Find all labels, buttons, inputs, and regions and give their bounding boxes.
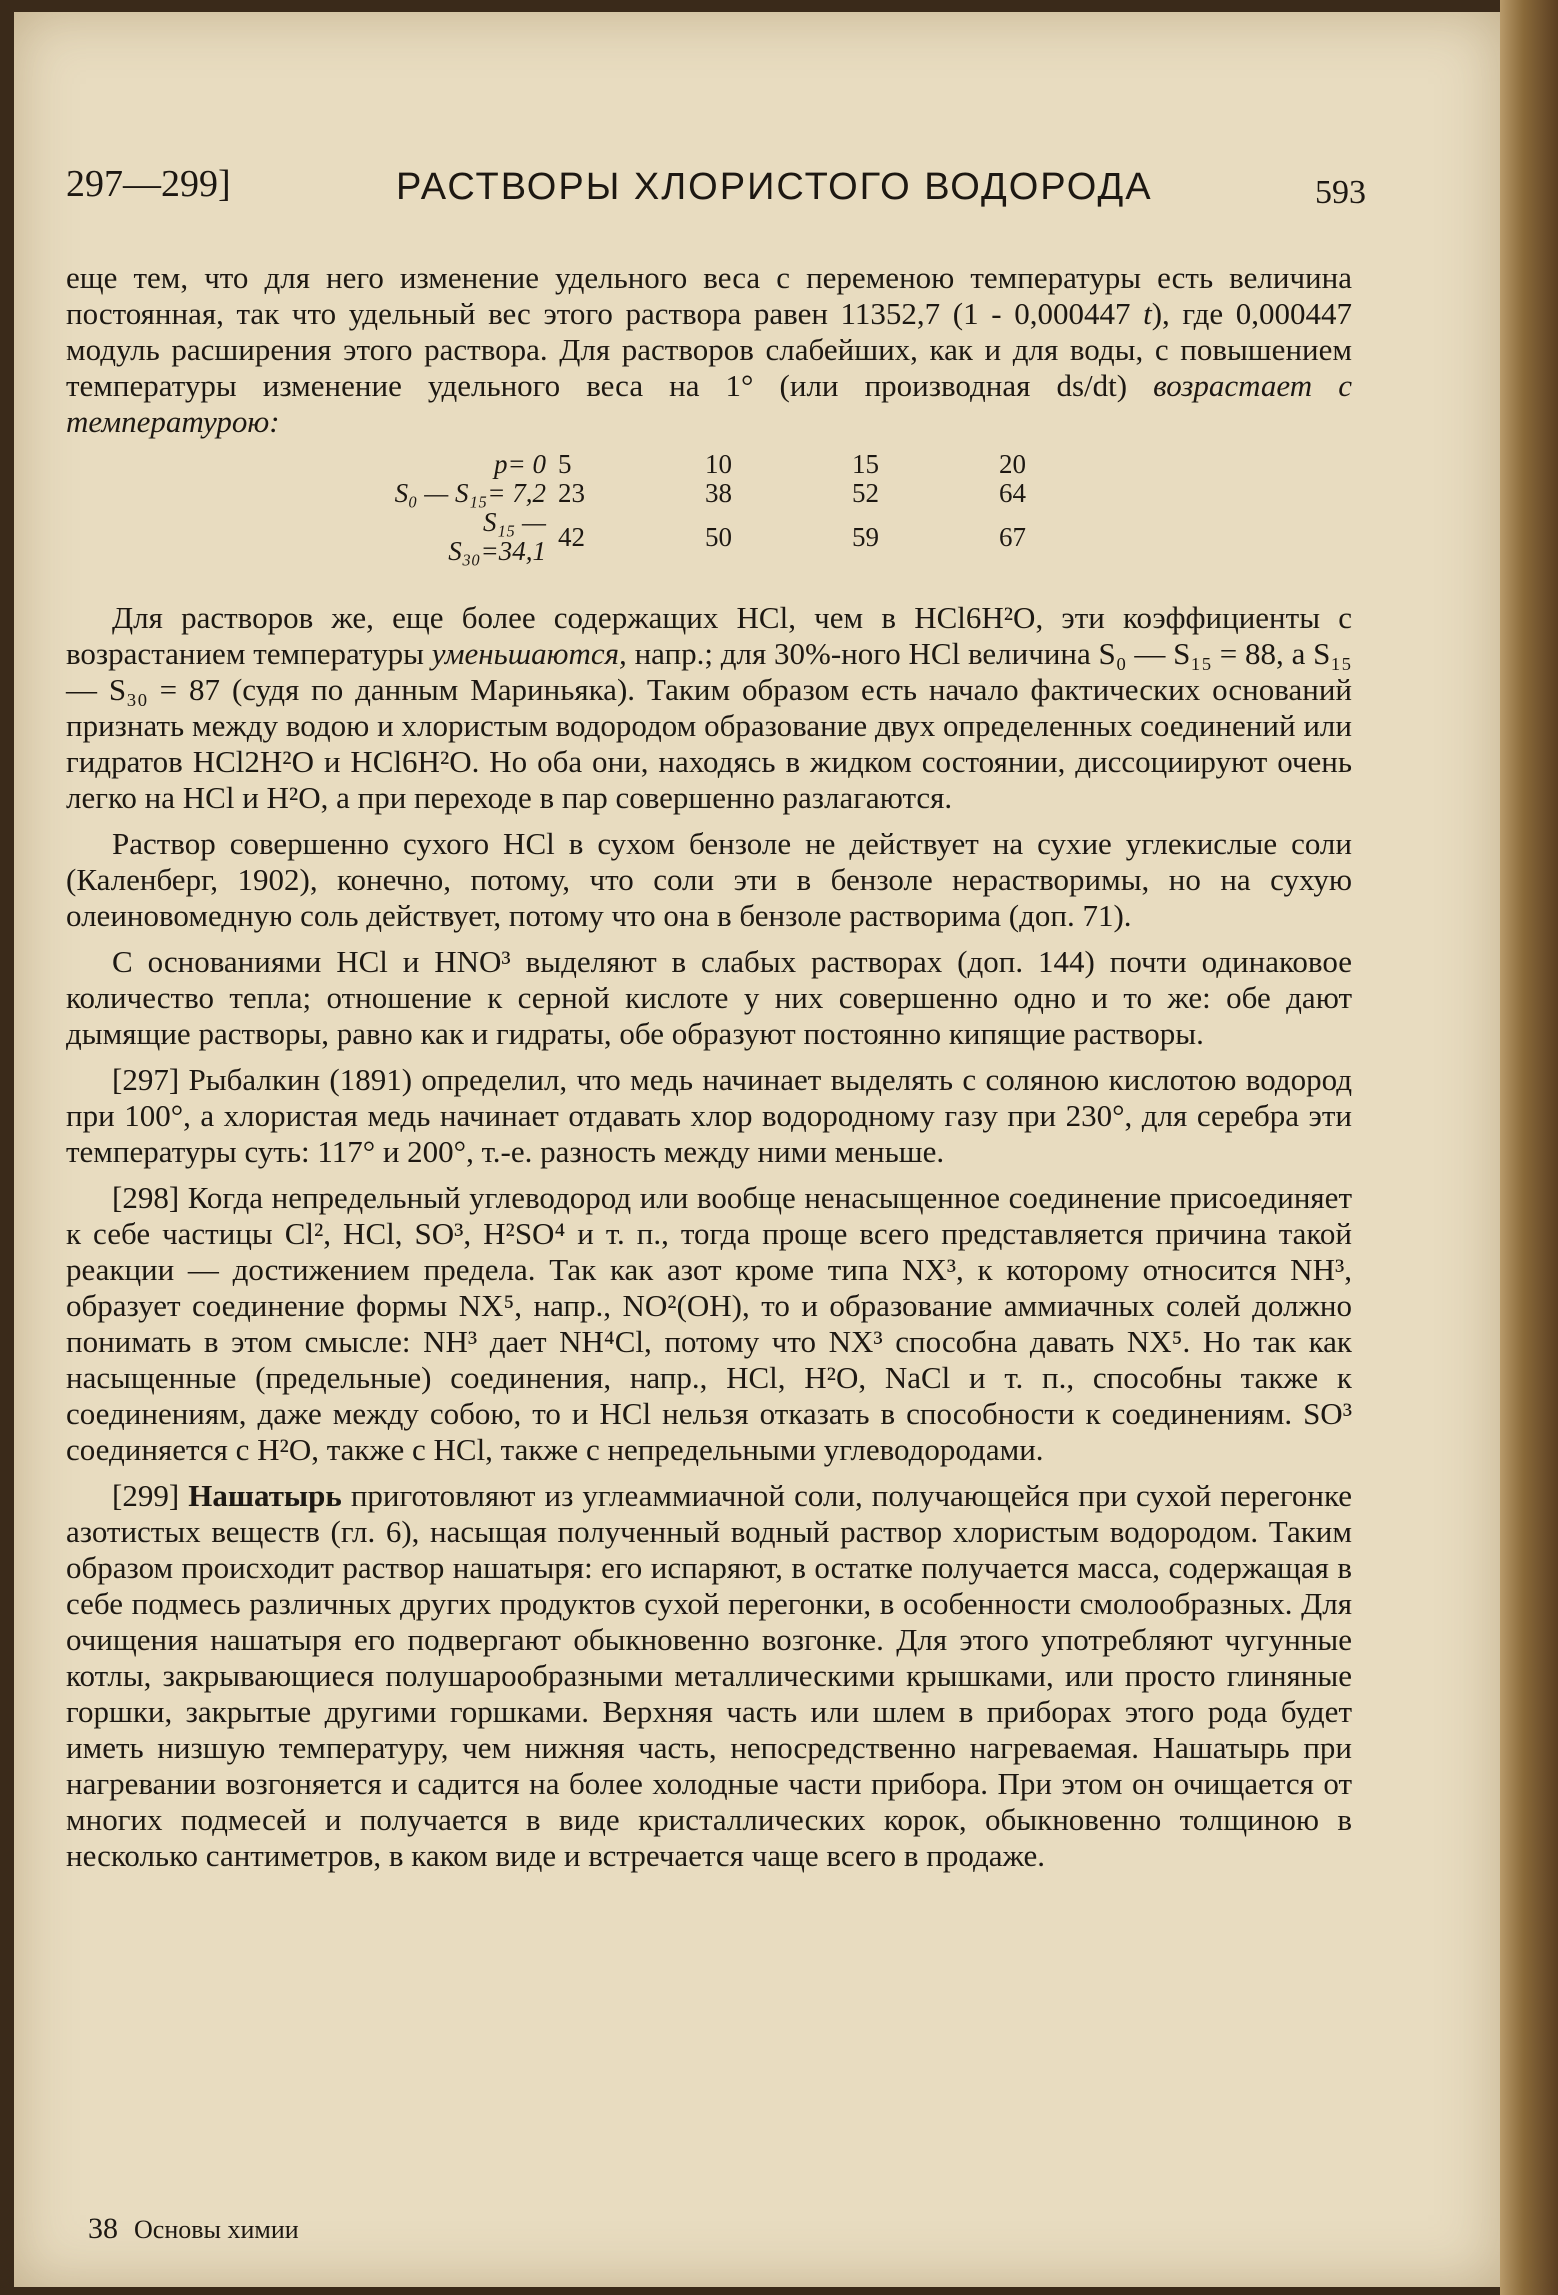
note-299-number: [299]	[112, 1478, 189, 1513]
intro-text-1: еще тем, что для него изменение удельного веса с переменою температуры есть величина постоянная, так что удельный вес этого раствора равен 11352,7 (1 - 0,000447	[66, 260, 1352, 331]
note-299	[66, 1478, 1352, 1874]
page-title: РАСТВОРЫ ХЛОРИСТОГО ВОДОРОДА	[396, 166, 1153, 208]
p1-text-b: напр.; для 30%-ного HCl величина S₀ — S₁₅ = 88, а S₁₅ — S₃₀ = 87 (судя по данным Мариньяка). Таким образом есть начало фактических оснований признать между водою и хлористым водородом образование двух определенных соединений или гидратов HCl2H²O и HCl6H²O. Но оба они, находясь в жидком состоянии, диссоциируют очень легко на HCl и H²O, а при переходе в пар совершенно разлагаются.	[66, 636, 1352, 815]
table-cell: 10	[705, 449, 732, 479]
book-title: Основы химии	[134, 2215, 299, 2244]
note-299-term: Нашатырь	[188, 1478, 342, 1513]
table-cell: 42	[558, 521, 585, 552]
table-cell: 59	[852, 521, 879, 552]
paragraph-3: С основаниями HCl и HNO³ выделяют в слабых растворах (доп. 144) почти одинаковое количество тепла; отношение к серной кислоте у них совершенно одно и то же: обе дают дымящие растворы, равно как и гидраты, обе образуют постоянно кипящие растворы.	[66, 944, 1352, 1051]
table-cell: 38	[705, 478, 732, 508]
intro-text-2: ), где 0,000447 модуль расширения этого раствора. Для растворов слабейших, как и для воды, с повышением температуры изменение удельного веса на 1° (или производная ds/dt)	[66, 296, 1352, 403]
data-table	[386, 450, 1134, 566]
page-number: 593	[1315, 174, 1366, 211]
note-298: [298] Когда непредельный углеводород или вообще ненасыщенное соединение присоединяет к себе частицы Cl², HCl, SO³, H²SO⁴ и т. п., тогда проще всего представляется причина такой реакции — достижением предела. Так как азот кроме типа NX³, к которому относится NH³, образует соединение формы NX⁵, напр., NO²(OH), то и образование аммиачных солей должно понимать в этом смысле: NH³ дает NH⁴Cl, потому что NX³ способна давать NX⁵. Но так как насыщенные (предельные) соединения, напр., HCl, H²O, NaCl и т. п., способны также к соединениям, даже между собою, то и HCl нельзя отказать в способности к соединениям. SO³ соединяется с H²O, также с HCl, также с непредельными углеводородами.	[66, 1180, 1352, 1467]
book-spine	[1500, 0, 1558, 2295]
table-row	[386, 450, 1134, 479]
table-cell: 64	[999, 478, 1026, 508]
table-cell: 20	[999, 449, 1026, 479]
book-page	[14, 12, 1500, 2287]
intro-var-t: t	[1143, 296, 1152, 331]
paragraph-1	[66, 600, 1352, 816]
note-297: [297] Рыбалкин (1891) определил, что медь начинает выделять с соляною кислотою водород при 100°, а хлористая медь начинает отдавать хлор водородному газу при 230°, для серебра эти температуры суть: 117° и 200°, т.-е. разность между ними меньше.	[66, 1062, 1352, 1169]
intro-emphasis: возрастает с температурою:	[66, 368, 1352, 439]
table-cell: 15	[852, 449, 879, 479]
table-row	[386, 508, 1134, 566]
table-cell: 5	[558, 449, 572, 479]
paragraph-2: Раствор совершенно сухого HCl в сухом бензоле не действует на сухие углекислые соли (Каленберг, 1902), конечно, потому, что соли эти в бензоле нерастворимы, но на сухую олеиновомедную соль действует, потому что она в бензоле растворима (доп. 71).	[66, 826, 1352, 933]
p1-emphasis: уменьшаются,	[431, 636, 627, 671]
page-footer	[88, 2212, 299, 2246]
sheet-number: 38	[88, 2212, 118, 2245]
note-299-text: приготовляют из углеаммиачной соли, получающейся при сухой перегонке азотистых веществ (гл. 6), насыщая полученный водный раствор хлористым водородом. Таким образом происходит раствор нашатыря: его испаряют, в остатке получается масса, содержащая в себе подмесь различных других продуктов сухой перегонки, в особенности смолообразных. Для очищения нашатыря его подвергают обыкновенно возгонке. Для этого употребляют чугунные котлы, закрывающиеся полушарообразными металлическими крышками, или просто глиняные горшки, закрытые другими горшками. Верхняя часть или шлем в приборах этого рода будет иметь низшую температуру, чем нижняя часть, непосредственно нагреваемая. Нашатырь при нагревании возгоняется и садится на более холодные части прибора. При этом он очищается от многих подмесей и получается в виде кристаллических корок, обыкновенно толщиною в несколько сантиметров, в каком виде и встречается чаще всего в продаже.	[66, 1478, 1353, 1873]
table-cell: 67	[999, 521, 1026, 552]
table-row-label: S₀ — S₁₅= 7,2	[394, 478, 546, 508]
page-header	[66, 162, 1366, 232]
table-cell: 52	[852, 478, 879, 508]
intro-paragraph	[66, 260, 1352, 440]
table-cell: 23	[558, 478, 585, 508]
body-text	[66, 260, 1352, 1884]
p1-text-a: Для растворов же, еще более содержащих HCl, чем в HCl6H²O, эти коэффициенты с возрастанием температуры	[66, 600, 1352, 671]
table-row	[386, 479, 1134, 508]
table-row-label: S₁₅ — S₃₀=34,1	[448, 507, 546, 566]
table-cell: 50	[705, 521, 732, 552]
section-range: 297—299]	[66, 163, 231, 205]
table-row-label: p= 0	[494, 449, 546, 479]
